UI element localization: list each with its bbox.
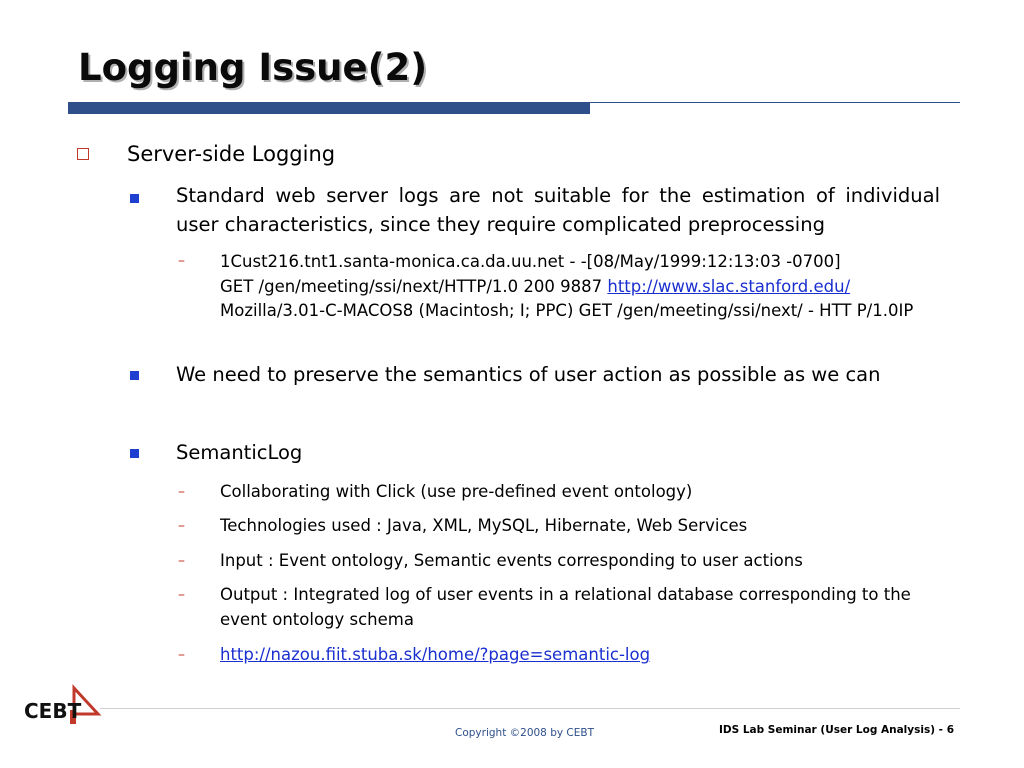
seminar-page-label: IDS Lab Seminar (User Log Analysis) - 6 [718, 724, 954, 736]
dash-bullet-icon: – [178, 484, 185, 500]
bullet-semanticlog: SemanticLog [176, 441, 303, 464]
dash-bullet-icon: – [178, 518, 185, 534]
sub-bullet-input: Input : Event ontology, Semantic events corresponding to user actions [220, 551, 803, 570]
title-underline-bar [68, 102, 590, 114]
cebt-logo [22, 684, 102, 728]
sub-bullet-tech: Technologies used : Java, XML, MySQL, Hibernate, Web Services [220, 516, 748, 535]
slac-link[interactable]: http://www.slac.stanford.edu/ [607, 276, 851, 296]
bullet-preserve-semantics: We need to preserve the semantics of user action as possible as we can [176, 363, 881, 386]
bullet-server-side-logging: Server-side Logging [127, 142, 336, 166]
log-sample-line-2-text: GET /gen/meeting/ssi/next/HTTP/1.0 200 9887 [220, 276, 608, 296]
dash-bullet-icon: – [178, 587, 185, 603]
bullet-standard-logs: Standard web server logs are not suitable for the estimation of individual user characteristics, since they require complicated preprocessing [176, 184, 940, 236]
copyright-text: Copyright ©2008 by CEBT [455, 727, 595, 739]
slide-title: Logging Issue(2) [78, 46, 428, 89]
dash-bullet-icon: – [178, 553, 185, 569]
title-underline-line [590, 102, 960, 103]
hollow-square-bullet-icon [77, 148, 89, 160]
sub-bullet-collab: Collaborating with Click (use pre-defined event ontology) [220, 482, 693, 501]
nazou-link[interactable]: http://nazou.fiit.stuba.sk/home/?page=semantic-log [220, 645, 651, 664]
sub-bullet-output: Output : Integrated log of user events in a relational database corresponding to the event ontology schema [220, 585, 911, 629]
sub-bullet-link [220, 643, 940, 668]
square-bullet-icon [130, 449, 139, 458]
log-sample-block [220, 250, 940, 324]
dash-bullet-icon: – [178, 647, 185, 663]
footer-divider [100, 708, 960, 709]
square-bullet-icon [130, 371, 139, 380]
log-sample-line-2 [220, 275, 940, 300]
square-bullet-icon [130, 194, 139, 203]
dash-bullet-icon: – [178, 253, 185, 269]
cebt-logo-text: CEBT [24, 699, 82, 723]
log-sample-line-1: 1Cust216.tnt1.santa-monica.ca.da.uu.net - -[08/May/1999:12:13:03 -0700] [220, 252, 841, 271]
log-sample-line-3: Mozilla/3.01-C-MACOS8 (Macintosh; I; PPC) GET /gen/meeting/ssi/next/ - HTT P/1.0IP [220, 301, 914, 320]
